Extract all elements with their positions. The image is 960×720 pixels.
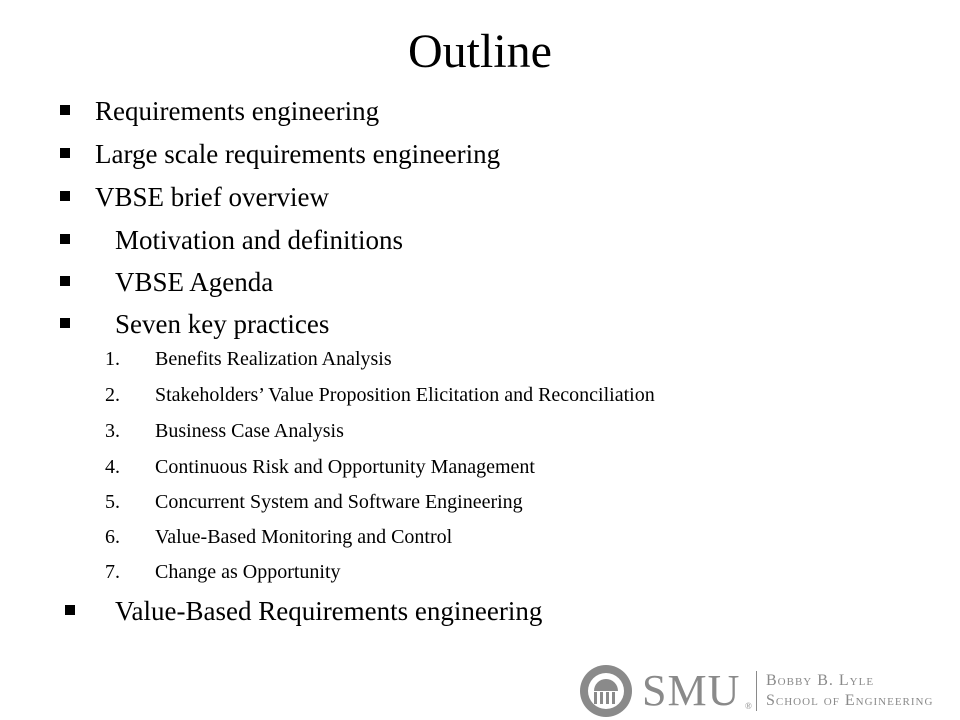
practice-text: Value-Based Monitoring and Control [155,526,453,548]
logo-line-1: Bobby B. Lyle [766,672,875,689]
bullet-text: Large scale requirements engineering [95,139,501,169]
logo-line-2: School of Engineering [766,692,934,709]
bullet-text: Seven key practices [115,309,330,339]
square-bullet-icon [60,276,70,286]
practice-text: Benefits Realization Analysis [155,348,392,370]
slide-title: Outline [408,25,552,78]
logo-name: SMU [642,666,741,715]
practice-text: Change as Opportunity [155,561,341,583]
practice-text: Stakeholders’ Value Proposition Elicitation and Reconciliation [155,384,655,406]
practice-number: 3. [105,420,120,442]
practice-number: 4. [105,456,120,478]
registered-mark-icon: ® [745,701,752,711]
practice-number: 5. [105,491,120,513]
square-bullet-icon [65,605,75,615]
square-bullet-icon [60,318,70,328]
practice-text: Continuous Risk and Opportunity Management [155,456,535,478]
smu-logo [580,665,955,717]
bullet-text: Requirements engineering [95,96,380,126]
square-bullet-icon [60,148,70,158]
bullet-text: Value-Based Requirements engineering [115,596,543,626]
bullet-text: VBSE brief overview [95,182,329,212]
square-bullet-icon [60,105,70,115]
square-bullet-icon [60,191,70,201]
practice-number: 1. [105,348,120,370]
practice-number: 6. [105,526,120,548]
practice-text: Concurrent System and Software Engineering [155,491,523,513]
bullet-text: Motivation and definitions [115,225,403,255]
practice-number: 7. [105,561,120,583]
square-bullet-icon [60,234,70,244]
practice-number: 2. [105,384,120,406]
practice-text: Business Case Analysis [155,420,344,442]
bullet-text: VBSE Agenda [115,267,274,297]
dallas-hall-seal-icon [580,665,632,717]
logo-divider [756,671,757,711]
